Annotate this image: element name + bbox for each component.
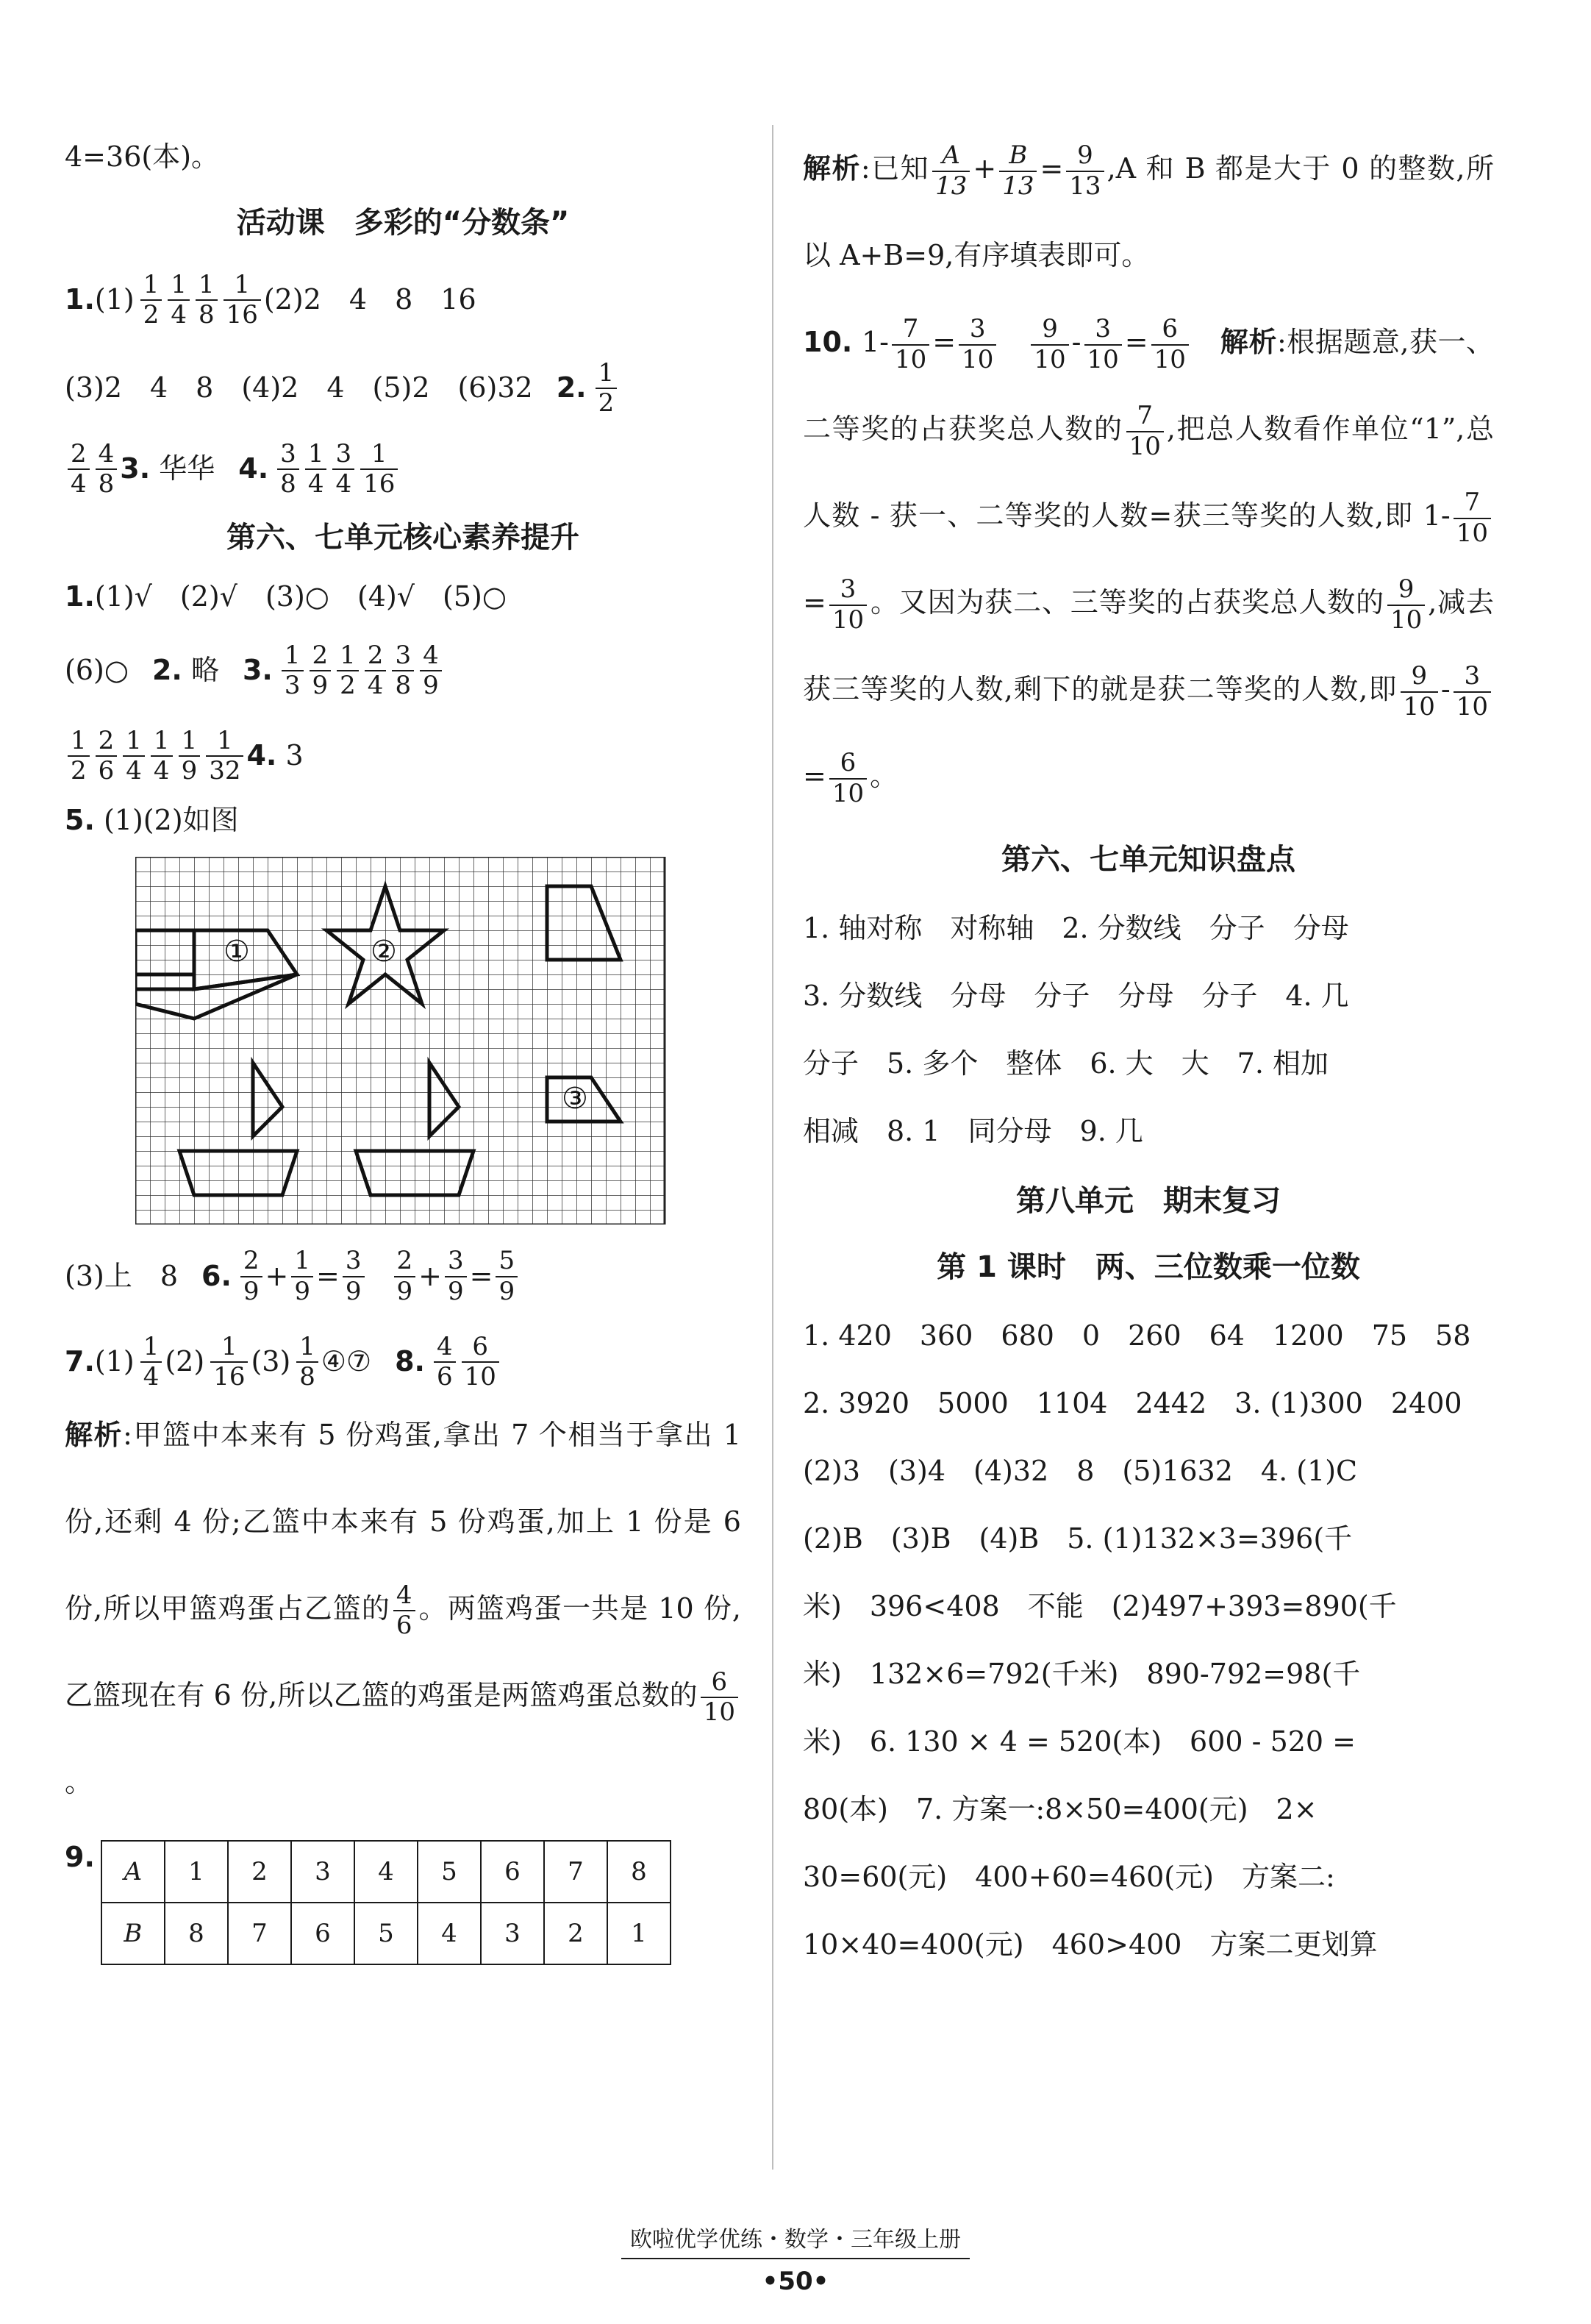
fraction: $\frac{4}{9}$ <box>420 641 442 700</box>
fraction: $\frac{3}{9}$ <box>445 1247 467 1305</box>
fraction: $\frac{1}{2}$ <box>337 641 359 700</box>
fraction: $\frac{6}{10}$ <box>829 749 867 808</box>
fraction: $\frac{B}{13}$ <box>999 141 1037 200</box>
fraction: $\frac{6}{10}$ <box>462 1333 499 1391</box>
fraction: $\frac{3}{10}$ <box>1454 662 1491 721</box>
activity-q1-cont: (3)2 4 8 (4)2 4 (5)2 (6)32 2. $\frac{1}{2}$ <box>65 359 741 418</box>
fraction: $\frac{1}{4}$ <box>168 271 190 329</box>
fraction: $\frac{2}{6}$ <box>96 727 118 785</box>
page-footer <box>0 2221 1591 2296</box>
fraction: $\frac{1}{2}$ <box>596 359 618 418</box>
top-line: 4=36(本)。 <box>65 140 220 173</box>
answer-10: 10. 1- $\frac{7}{10}$ = $\frac{3}{10}$ $\frac{9}{10}$ - $\frac{3}{10}$ = $\frac{6}{10}$ 解析:根据题意,获一、二等奖的占获奖总人数的 $\frac{7}{10}$ ,把总人数看作单位“1”,总人数 - 获一、二等奖的人数=获三等奖的人数,即 1- $\frac{7}{10}$ = $\frac{3}{10}$ 。又因为获二、三等奖的占获奖总人数的 $\frac{9}{10}$ ,减去获三等奖的人数,剩下的就是获二等奖的人数,即 $\frac{9}{10}$ - $\frac{3}{10}$ = $\frac{6}{10}$ 。 <box>803 314 1494 808</box>
fraction: $\frac{3}{10}$ <box>959 315 996 374</box>
fraction: $\frac{9}{13}$ <box>1066 141 1104 200</box>
fraction: $\frac{9}{10}$ <box>1031 315 1068 374</box>
fraction: $\frac{4}{8}$ <box>96 440 118 499</box>
fraction: $\frac{2}{4}$ <box>365 641 387 700</box>
fraction: $\frac{4}{6}$ <box>393 1581 415 1640</box>
fraction: $\frac{1}{32}$ <box>206 727 243 785</box>
fraction: $\frac{1}{9}$ <box>291 1247 313 1305</box>
lesson1-answers: 1. 420 360 680 0 260 64 1200 75 58 2. 3920 5000 1104 2442 3. (1)300 2400 (2)3 (3)4 (4)32 8 (5)1632 4. (1)C (2)B (3)B (4)B 5. (1)132×3=396(千 米) 396<408 不能 (2)497+393=890(千 米) 132×6=792(千米) 890-792=98(千 米) 6. 130 × 4 = 520(本) 600 - 520 = 80(本) 7. 方案一:8×50=400(元) 2× 30=60(元) 400+60=460(元) 方案二: 10×40=400(元) 460>400 方案二更划算 <box>803 1319 1471 1961</box>
fraction: $\frac{3}{8}$ <box>392 641 414 700</box>
fraction: $\frac{1}{2}$ <box>68 727 90 785</box>
summary-answers: 1. 轴对称 对称轴 2. 分数线 分子 分母 3. 分数线 分母 分子 分母 分子 4. 几 分子 5. 多个 整体 6. 大 大 7. 相加 相减 8. 1 同分母 9. 几 <box>803 912 1349 1147</box>
section-heading-summary: 第六、七单元知识盘点 <box>1001 843 1295 877</box>
column-divider <box>772 125 773 2170</box>
fraction: $\frac{7}{10}$ <box>1454 488 1491 547</box>
fraction: $\frac{1}{8}$ <box>196 271 218 329</box>
table-row: A 1 2 3 4 5 6 7 8 <box>101 1841 671 1903</box>
fraction: $\frac{3}{8}$ <box>277 440 299 499</box>
section-heading-unit8: 第八单元 期末复习 <box>1016 1184 1281 1218</box>
core-q9: 9. A 1 2 3 4 5 6 7 8 B 8 7 6 5 4 3 2 1 <box>65 1840 741 1965</box>
fraction: $\frac{6}{10}$ <box>1151 315 1189 374</box>
fraction: $\frac{6}{10}$ <box>701 1668 738 1727</box>
fraction: $\frac{3}{9}$ <box>343 1247 365 1305</box>
section-heading-core: 第六、七单元核心素养提升 <box>226 521 579 555</box>
fraction: $\frac{1}{2}$ <box>140 271 162 329</box>
ab-table <box>101 1840 671 1965</box>
analysis-7: 解析:甲篮中本来有 5 份鸡蛋,拿出 7 个相当于拿出 1 份,还剩 4 份;乙篮中本来有 5 份鸡蛋,加上 1 份是 6 份,所以甲篮鸡蛋占乙篮的 $\frac{4}{6}$ 。两篮鸡蛋一共是 10 份,乙篮现在有 6 份,所以乙篮的鸡蛋是两篮鸡蛋总数的 $\frac{6}{10}$ 。 <box>65 1418 741 1798</box>
table-row: B 8 7 6 5 4 3 2 1 <box>101 1903 671 1964</box>
grid-label-2: ② <box>371 935 397 969</box>
left-column <box>65 125 741 1965</box>
fraction: $\frac{1}{3}$ <box>282 641 304 700</box>
section-heading-activity: 活动课 多彩的“分数条” <box>236 205 570 240</box>
fraction: $\frac{3}{10}$ <box>829 575 867 634</box>
fraction: $\frac{2}{9}$ <box>240 1247 262 1305</box>
core-q1-q3: (6)○ 2. 略 3. $\frac{1}{3}$ $\frac{2}{9}$ $\frac{1}{2}$ $\frac{2}{4}$ $\frac{3}{8}$ $\frac{4}{9}$ <box>65 641 741 700</box>
core-q3-cont: $\frac{1}{2}$ $\frac{2}{6}$ $\frac{1}{4}$ $\frac{1}{4}$ $\frac{1}{9}$ $\frac{1}{32}$ 4. 3 <box>65 727 741 785</box>
core-q7-8: 7.(1) $\frac{1}{4}$ (2) $\frac{1}{16}$ (3) $\frac{1}{8}$ ④⑦ 8. $\frac{4}{6}$ $\frac{6}{10}$ <box>65 1333 741 1391</box>
grid-drawing <box>135 857 723 1225</box>
fraction: $\frac{1}{16}$ <box>360 440 398 499</box>
fraction: $\frac{7}{10}$ <box>892 315 929 374</box>
grid-label-1: ① <box>224 935 250 969</box>
grid-background <box>135 857 665 1225</box>
fraction: $\frac{7}{10}$ <box>1126 402 1164 460</box>
fraction: $\frac{3}{10}$ <box>1084 315 1122 374</box>
fraction: $\frac{2}{4}$ <box>68 440 90 499</box>
fraction: $\frac{1}{8}$ <box>296 1333 318 1391</box>
core-q5-6: (3)上 8 6. $\frac{2}{9}$ + $\frac{1}{9}$ = $\frac{3}{9}$ $\frac{2}{9}$ + $\frac{3}{9}$ = $\frac{5}{9}$ <box>65 1247 741 1305</box>
grid-figure <box>135 857 723 1225</box>
fraction: $\frac{2}{9}$ <box>394 1247 416 1305</box>
core-q5: 5. (1)(2)如图 <box>65 803 239 836</box>
fraction: $\frac{A}{13}$ <box>932 141 970 200</box>
fraction: $\frac{2}{9}$ <box>310 641 332 700</box>
grid-label-3: ③ <box>562 1082 588 1116</box>
page-number: •50• <box>762 2267 829 2296</box>
right-column <box>803 125 1494 1978</box>
fraction: $\frac{1}{4}$ <box>123 727 145 785</box>
fraction: $\frac{1}{16}$ <box>224 271 261 329</box>
activity-q2-q4: $\frac{2}{4}$ $\frac{4}{8}$ 3. 华华 4. $\frac{3}{8}$ $\frac{1}{4}$ $\frac{3}{4}$ $\frac{1}{16}$ <box>65 440 741 499</box>
activity-q1: 1.(1) $\frac{1}{2}$ $\frac{1}{4}$ $\frac{1}{8}$ $\frac{1}{16}$ (2)2 4 8 16 <box>65 269 476 329</box>
analysis-9: 解析:已知 $\frac{A}{13}$ + $\frac{B}{13}$ = $\frac{9}{13}$ ,A 和 B 都是大于 0 的整数,所以 A+B=9,有序填表即可。 <box>803 140 1494 271</box>
core-q1: 1.(1)√ (2)√ (3)○ (4)√ (5)○ <box>65 580 507 613</box>
fraction: $\frac{5}{9}$ <box>496 1247 518 1305</box>
fraction: $\frac{9}{10}$ <box>1387 575 1425 634</box>
fraction: $\frac{9}{10}$ <box>1401 662 1438 721</box>
fraction: $\frac{1}{4}$ <box>140 1333 162 1391</box>
fraction: $\frac{1}{9}$ <box>179 727 201 785</box>
fraction: $\frac{1}{4}$ <box>305 440 327 499</box>
fraction: $\frac{4}{6}$ <box>434 1333 456 1391</box>
section-heading-lesson1: 第 1 课时 两、三位数乘一位数 <box>937 1250 1360 1284</box>
fraction: $\frac{3}{4}$ <box>332 440 354 499</box>
fraction: $\frac{1}{16}$ <box>210 1333 248 1391</box>
book-title: 欧啦优学优练・数学・三年级上册 <box>621 2221 970 2259</box>
fraction: $\frac{1}{4}$ <box>151 727 173 785</box>
